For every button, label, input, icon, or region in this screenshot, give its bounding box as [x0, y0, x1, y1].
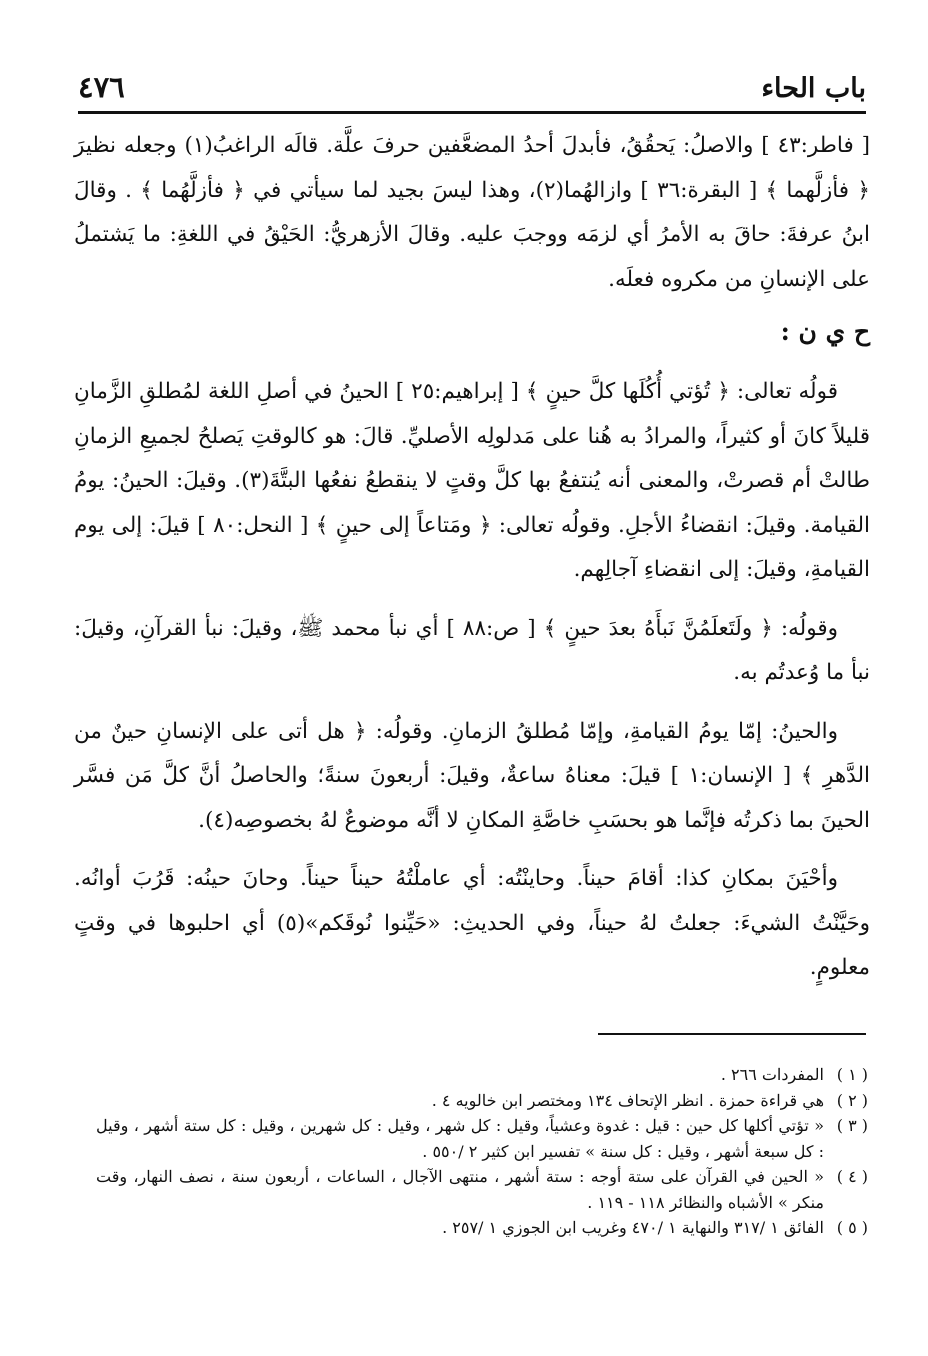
paragraph: وقولُه: ﴿ ولَتَعلَمُنَّ نَبأَهُ بعدَ حينٍ ﴾ [ ص:٨٨ ] أي نبأ محمد ﷺ، وقيلَ: نبأ القرآنِ، وقيلَ: نبأ ما وُعدتُم به.	[74, 615, 870, 685]
header-divider	[78, 111, 866, 114]
footnote	[96, 1088, 868, 1114]
chapter-title: باب الحاء	[761, 73, 866, 104]
footnote	[96, 1215, 868, 1241]
footnotes	[96, 1062, 868, 1241]
footnote-number: ( ٢ )	[836, 1090, 868, 1110]
page-header	[78, 60, 866, 104]
footnote-text: « تؤتي أكلها كل حين : قيل : غدوة وعشياً، وقيل : كل شهر ، وقيل : كل شهرين ، وقيل : كل ستة أشهر ، وقيل : كل سبعة أشهر ، وقيل : كل سنة » تفسير ابن كثير ٢ /٥٥٠ .	[96, 1116, 824, 1161]
footnote-divider	[598, 1033, 866, 1035]
paragraph: وأحْيَنَ بمكانِ كذا: أقامَ حيناً. وحاينْتُه: أي عاملْتُهُ حيناً حيناً. وحانَ حينُه: قَرُبَ أوانُه. وحَيَّنْتُ الشيءَ: جعلتُ لهُ حيناً، وفي الحديثِ: «حَيِّنوا نُوقَكم»(٥) أي احلبوها في وقتٍ معلومٍ.	[74, 866, 870, 980]
footnote-text: « الحين في القرآن على ستة أوجه : ستة أشهر ، منتهى الآجال ، الساعات ، أربعون سنة ، نصف النهار، وقت منكر » الأشباه والنظائر ١١٨ - ١١٩ .	[96, 1167, 824, 1212]
footnote-number: ( ٣ )	[836, 1116, 868, 1135]
footnote-text: هي قراءة حمزة . انظر الإتحاف ١٣٤ ومختصر ابن خالويه ٤ .	[431, 1090, 824, 1110]
entry-heading: ح ي ن :	[780, 317, 870, 346]
footnote	[96, 1164, 868, 1215]
paragraph-continuation: [ فاطر:٤٣ ] والاصلُ: يَحقُقُ، فأبدلَ أحدُ المضعَّفين حرفَ علَّة. قالَه الراغبُ(١) وجعله نظيرَ ﴿ فأزلَّهما ﴾ [ البقرة:٣٦ ] وازالهُما(٢)، وهذا ليسَ بجيد لما سيأتي في ﴿ فأزلَّهُما ﴾ . وقالَ ابنُ عرفةَ: حاقَ به الأمرُ أي لزمَه ووجبَ عليه. وقالَ الأزهريُّ: الحَيْقُ في اللغةِ: ما يَشتملُ على الإنسانِ من مكروه فعلَه.	[74, 133, 871, 292]
page-number: ٤٧٦	[78, 70, 125, 104]
footnote	[96, 1113, 868, 1164]
footnote	[96, 1062, 868, 1088]
paragraph: قولُه تعالى: ﴿ تُؤتي أُكُلَها كلَّ حينٍ ﴾ [ إبراهيم:٢٥ ] الحينُ في أصلِ اللغة لمُطلقِ الزَّمانِ قليلاً كانَ أو كثيراً، والمرادُ به هُنا على مَدلولِه الأصليِّ. قالَ: هو كالوقتِ يَصلحُ لجميعِ الزمانِ طالتْ أم قصرتْ، والمعنى أنه يُنتفعُ بها كلَّ وقتٍ لا ينقطعُ نفعُها البتَّةَ(٣). وقيلَ: الحينُ: يومُ القيامة. وقيلَ: انقضاءُ الأجلِ. وقولُه تعالى: ﴿ ومَتاعاً إلى حينٍ ﴾ [ النحل:٨٠ ] قيلَ: إلى يوم القيامةِ، وقيلَ: إلى انقضاءِ آجالِهم.	[74, 379, 870, 582]
footnote-text: الفائق ١ /٣١٧ والنهاية ١ /٤٧٠ وغريب ابن الجوزي ١ /٢٥٧ .	[442, 1218, 824, 1237]
footnote-number: ( ٥ )	[836, 1218, 868, 1237]
footnote-text: المفردات ٢٦٦ .	[720, 1065, 824, 1084]
paragraph: والحينُ: إمّا يومُ القيامةِ، وإمّا مُطلقُ الزمانِ. وقولُه: ﴿ هل أتى على الإنسانِ حينٌ من الدَّهرِ ﴾ [ الإنسان:١ ] قيلَ: معناهُ ساعةٌ، وقيلَ: أربعونَ سنةً؛ والحاصلُ أنَّ كلَّ مَن فسَّر الحينَ بما ذكرتُه فإنَّما هو بحسَبِ خاصَّةِ المكانِ لا أنَّه موضوعٌ لهُ بخصوصِه(٤).	[74, 718, 870, 833]
footnote-number: ( ١ )	[836, 1065, 868, 1084]
main-text	[74, 124, 870, 991]
footnote-number: ( ٤ )	[836, 1167, 868, 1186]
